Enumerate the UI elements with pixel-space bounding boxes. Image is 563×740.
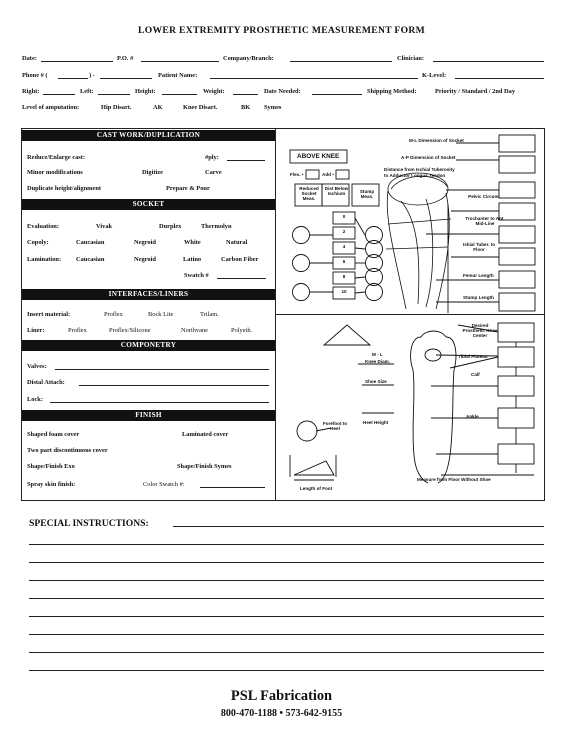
insert-bocklite[interactable]: Bock Lite bbox=[148, 311, 174, 318]
liner-northvane[interactable]: Northvane bbox=[181, 327, 208, 334]
cast-heading: CAST WORK/DUPLICATION bbox=[22, 130, 275, 141]
liner-silicone[interactable]: Proflex/Silicone bbox=[109, 327, 151, 334]
amputation-bk[interactable]: BK bbox=[241, 104, 251, 111]
amputation-knee[interactable]: Knee Disart. bbox=[183, 104, 218, 111]
lam-carbon[interactable]: Carbon Fiber bbox=[221, 256, 259, 263]
color-swatch-field[interactable] bbox=[200, 487, 265, 488]
special-line-1[interactable] bbox=[29, 544, 544, 545]
color-swatch-label: Color Swatch #: bbox=[143, 481, 185, 488]
amputation-symes[interactable]: Symes bbox=[264, 104, 282, 111]
height-field[interactable] bbox=[162, 94, 197, 95]
distance-line1: Distance from Ischial Tuberosity bbox=[384, 167, 455, 172]
thigh-sketch bbox=[386, 173, 451, 309]
col-dist: Dist Below Ischium bbox=[324, 186, 349, 196]
area-code-field[interactable] bbox=[58, 78, 88, 79]
amputation-label: Level of amputation: bbox=[22, 104, 80, 111]
shape-symes[interactable]: Shape/Finish Symes bbox=[177, 463, 232, 470]
form-title: LOWER EXTREMITY PROSTHETIC MEASUREMENT FORM bbox=[138, 25, 425, 36]
ply-field[interactable] bbox=[227, 160, 265, 161]
liner-polyeth[interactable]: Polyeth. bbox=[231, 327, 253, 334]
knee-diam: Knee Diam. bbox=[365, 359, 391, 364]
laminated-cover[interactable]: Laminated cover bbox=[182, 431, 229, 438]
po-label: P.O. # bbox=[117, 55, 134, 62]
ml-socket: M-L Dimension of Socket bbox=[409, 138, 464, 143]
phone-label: Phone # ( bbox=[22, 72, 48, 79]
company-phones: 800-470-1188 • 573-642-9155 bbox=[220, 708, 343, 719]
weight-field[interactable] bbox=[233, 94, 258, 95]
carve-option[interactable]: Carve bbox=[205, 169, 222, 176]
special-line-3[interactable] bbox=[29, 580, 544, 581]
reduce-label: Reduce/Enlarge cast: bbox=[27, 154, 86, 161]
klevel-field[interactable] bbox=[455, 78, 544, 79]
right-field[interactable] bbox=[43, 94, 75, 95]
valves-label: Valves: bbox=[27, 363, 47, 370]
lam-negroid[interactable]: Negroid bbox=[134, 256, 156, 263]
flex-label: Flex. • bbox=[290, 172, 304, 177]
valves-field[interactable] bbox=[55, 369, 269, 370]
desired-knee-center: Desired Prosthetic Knee Center bbox=[462, 323, 498, 338]
copoly-label: Copoly: bbox=[27, 239, 49, 246]
level-4: 4 bbox=[342, 244, 346, 249]
above-knee-title: ABOVE KNEE bbox=[297, 153, 340, 160]
evaluation-label: Evaluation: bbox=[27, 223, 59, 230]
left-field[interactable] bbox=[98, 94, 130, 95]
lock-label: Lock: bbox=[27, 396, 43, 403]
special-line-8[interactable] bbox=[29, 670, 544, 671]
eval-thermolyn[interactable]: Thermolyn bbox=[201, 223, 232, 230]
lock-field[interactable] bbox=[50, 402, 269, 403]
company-label: Company/Branch: bbox=[223, 55, 274, 62]
prepare-option[interactable]: Prepare & Pour bbox=[166, 185, 210, 192]
date-needed-field[interactable] bbox=[312, 94, 362, 95]
triangle-shape bbox=[324, 325, 370, 345]
height-label: Height: bbox=[135, 88, 156, 95]
below-knee-diagram bbox=[276, 315, 544, 500]
date-label: Date: bbox=[22, 55, 37, 62]
special-line-7[interactable] bbox=[29, 652, 544, 653]
insert-proflex[interactable]: Proflex bbox=[104, 311, 123, 318]
insert-trilam[interactable]: Trilam. bbox=[200, 311, 219, 318]
shoe-size: Shoe Size bbox=[365, 379, 387, 384]
interfaces-heading: INTERFACES/LINERS bbox=[22, 289, 275, 300]
forefoot-heel: Forefoot to Heel bbox=[322, 421, 348, 431]
special-instructions-label: SPECIAL INSTRUCTIONS: bbox=[29, 518, 149, 529]
liner-proflex[interactable]: Proflex bbox=[68, 327, 87, 334]
shape-exo[interactable]: Shape/Finish Exo bbox=[27, 463, 75, 470]
digitize-option[interactable]: Digitize bbox=[142, 169, 163, 176]
finish-heading: FINISH bbox=[22, 410, 275, 421]
weight-label: Weight: bbox=[203, 88, 225, 95]
special-line-2[interactable] bbox=[29, 562, 544, 563]
phone-field[interactable] bbox=[100, 78, 152, 79]
distal-field[interactable] bbox=[79, 385, 269, 386]
right-label: Right: bbox=[22, 88, 40, 95]
special-line-6[interactable] bbox=[29, 634, 544, 635]
level-8: 8 bbox=[342, 274, 346, 279]
level-10: 10 bbox=[341, 289, 347, 294]
heel-height: Heel Height bbox=[363, 420, 389, 425]
date-field[interactable] bbox=[41, 61, 113, 62]
measure-floor: Measure from Floor Without Shoe bbox=[417, 477, 491, 482]
po-field[interactable] bbox=[141, 61, 219, 62]
level-0: 0 bbox=[342, 214, 346, 219]
ankle-label: Ankle bbox=[466, 414, 479, 419]
insert-label: Insert material: bbox=[27, 311, 71, 318]
patient-field[interactable] bbox=[210, 78, 418, 79]
special-line-5[interactable] bbox=[29, 616, 544, 617]
shipping-label: Shipping Method: bbox=[367, 88, 417, 95]
ml-label: M - L bbox=[372, 352, 383, 357]
special-line-4[interactable] bbox=[29, 598, 544, 599]
copoly-natural[interactable]: Natural bbox=[226, 239, 248, 246]
ap-socket: A-P Dimension of Socket bbox=[401, 155, 456, 160]
socket-heading: SOCKET bbox=[22, 199, 275, 210]
level-2: 2 bbox=[342, 229, 346, 234]
femur-length: Femur Length bbox=[463, 273, 494, 278]
duplicate-option[interactable]: Duplicate height/alignment bbox=[27, 185, 102, 192]
stump-length: Stump Length bbox=[463, 295, 494, 300]
clinician-field[interactable] bbox=[433, 61, 544, 62]
ply-label: #ply: bbox=[205, 154, 219, 161]
phone-close: ) - bbox=[89, 72, 95, 79]
distal-label: Distal Attach: bbox=[27, 379, 65, 386]
company-field[interactable] bbox=[290, 61, 392, 62]
amputation-ak[interactable]: AK bbox=[153, 104, 163, 111]
eval-vivak[interactable]: Vivak bbox=[96, 223, 113, 230]
eval-durplex[interactable]: Durplex bbox=[159, 223, 182, 230]
liner-label: Liner: bbox=[27, 327, 45, 334]
swatch-label: Swatch # bbox=[184, 272, 209, 279]
date-needed-label: Date Needed: bbox=[264, 88, 301, 95]
company-name: PSL Fabrication bbox=[230, 688, 333, 704]
shaped-foam[interactable]: Shaped foam cover bbox=[27, 431, 80, 438]
trochanter: Trochanter to Ant. Mid-Line bbox=[465, 216, 505, 226]
lam-latino[interactable]: Latino bbox=[183, 256, 202, 263]
minor-mods[interactable]: Minor modifications bbox=[27, 169, 83, 176]
patient-label: Patient Name: bbox=[158, 72, 198, 79]
two-part-cover[interactable]: Two part discontinuous cover bbox=[27, 447, 108, 454]
left-label: Left: bbox=[80, 88, 94, 95]
lamination-label: Lamination: bbox=[27, 256, 62, 263]
col-stump: Stump Meas. bbox=[359, 189, 375, 199]
copoly-white[interactable]: White bbox=[184, 239, 201, 246]
tibial-plateau: Tibial Plateau bbox=[458, 354, 488, 359]
lam-caucasian[interactable]: Caucasian bbox=[76, 256, 105, 263]
spray-label[interactable]: Spray skin finish: bbox=[27, 481, 76, 488]
add-label: Add • bbox=[322, 172, 334, 177]
copoly-caucasian[interactable]: Caucasian bbox=[76, 239, 105, 246]
pelvic-circum: Pelvic Circum. bbox=[468, 194, 500, 199]
special-line-0[interactable] bbox=[173, 526, 544, 527]
clinician-label: Clinician: bbox=[397, 55, 424, 62]
componetry-heading: COMPONETRY bbox=[22, 340, 275, 351]
length-foot: Length of Foot bbox=[300, 486, 333, 491]
level-6: 6 bbox=[342, 259, 346, 264]
swatch-field[interactable] bbox=[217, 278, 266, 279]
klevel-label: K-Level: bbox=[422, 72, 447, 79]
calf-label: Calf bbox=[471, 372, 480, 377]
ishial-tuber: Ishial Tuber. to Floor bbox=[462, 242, 496, 252]
distance-line2: to Adductor Longus Tendon bbox=[384, 173, 446, 178]
amputation-hip[interactable]: Hip Disart. bbox=[101, 104, 132, 111]
col-reduced: Reduced Socket Meas. bbox=[299, 186, 319, 201]
copoly-negroid[interactable]: Negroid bbox=[134, 239, 156, 246]
shipping-options[interactable]: Priority / Standard / 2nd Day bbox=[435, 88, 516, 95]
